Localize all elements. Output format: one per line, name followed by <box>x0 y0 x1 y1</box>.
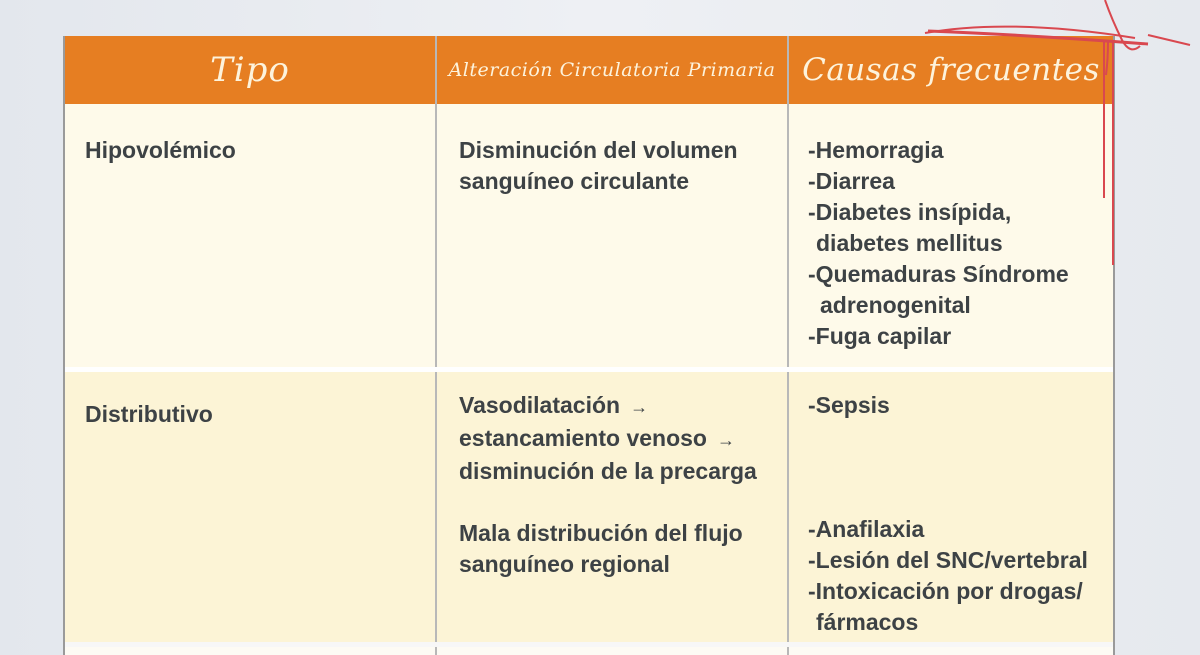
causa-item: -Intoxicación por drogas/ <box>808 578 1083 604</box>
alteracion-line: sanguíneo regional <box>459 551 670 577</box>
alteracion-text: estancamiento venoso <box>459 425 707 451</box>
causa-item-continuation: adrenogenital <box>820 292 971 318</box>
cell-alteracion <box>435 104 787 367</box>
cell-empty <box>435 647 787 655</box>
causa-item: -Quemaduras Síndrome <box>808 261 1069 287</box>
causa-item: -Lesión del SNC/vertebral <box>808 547 1088 573</box>
header-alteracion: Alteración Circulatoria Primaria <box>435 36 787 104</box>
cell-causas <box>787 104 1113 367</box>
table-header <box>65 36 1113 104</box>
cell-causas <box>787 372 1113 642</box>
cell-alteracion <box>435 372 787 642</box>
tipo-label: Distributivo <box>85 401 213 427</box>
alteracion-line: disminución de la precarga <box>459 458 757 484</box>
shock-types-table <box>63 36 1115 655</box>
table-row-distributivo <box>65 372 1113 647</box>
alteracion-line <box>459 390 787 423</box>
causa-item: -Diarrea <box>808 168 895 194</box>
header-tipo: Tipo <box>210 50 290 90</box>
cell-tipo <box>65 104 435 367</box>
spacer <box>459 487 787 518</box>
table-row-hipovolemico <box>65 104 1113 372</box>
alteracion-line: Mala distribución del flujo <box>459 520 743 546</box>
arrow-right-icon: → <box>716 430 735 450</box>
cell-empty <box>787 647 1113 655</box>
spacer <box>808 421 1113 514</box>
alteracion-line: Disminución del volumen <box>459 137 738 163</box>
causa-item: -Diabetes insípida, <box>808 199 1012 225</box>
causa-item: -Hemorragia <box>808 137 944 163</box>
arrow-right-icon: → <box>630 397 649 417</box>
alteracion-line: sanguíneo circulante <box>459 168 690 194</box>
alteracion-line <box>459 423 787 456</box>
causa-item-continuation: diabetes mellitus <box>816 230 1003 256</box>
alteracion-text: Vasodilatación <box>459 392 621 418</box>
causa-item: -Anafilaxia <box>808 516 925 542</box>
header-causas: Causas frecuentes <box>787 36 1113 104</box>
tipo-label: Hipovolémico <box>85 137 236 163</box>
cell-tipo <box>65 372 435 642</box>
causa-item: -Fuga capilar <box>808 323 952 349</box>
causa-item: -Sepsis <box>808 392 890 418</box>
cell-empty <box>65 647 435 655</box>
causa-item-continuation: fármacos <box>816 609 919 635</box>
table-row-next <box>65 647 1113 655</box>
